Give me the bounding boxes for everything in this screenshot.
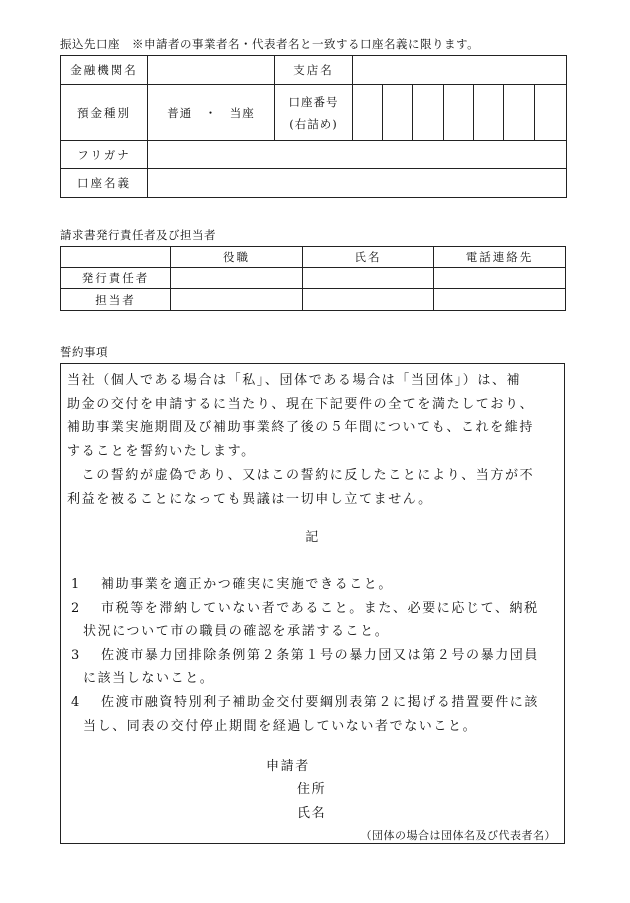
- requirement-item: [67, 573, 558, 597]
- deposit-type-options[interactable]: 普通 ・ 当座: [148, 85, 275, 141]
- bank-account-heading: 振込先口座 ※申請者の事業者名・代表者名と一致する口座名義に限ります。: [60, 37, 480, 51]
- item-number: 3: [71, 647, 81, 663]
- requirement-item: [67, 691, 558, 738]
- account-digit-3[interactable]: [413, 85, 444, 141]
- contact-position-field[interactable]: [171, 289, 303, 311]
- pledge-line: この誓約が虚偽であり、又はこの誓約に反したことにより、当方が不: [67, 468, 535, 483]
- item-number: 4: [71, 694, 81, 710]
- pledge-paragraph-2: [67, 464, 558, 511]
- pledge-line: することを誓約いたします。: [67, 443, 256, 459]
- item-text: 補助事業を適正かつ確実に実施できること。: [101, 577, 394, 592]
- name-label: 氏名: [297, 806, 327, 821]
- item-text: 佐渡市暴力団排除条例第２条第１号の暴力団又は第２号の暴力団員: [101, 647, 540, 663]
- pledge-line: 当社（個人である場合は「私」、団体である場合は「当団体」）は、補: [67, 373, 522, 388]
- issuer-table: [60, 246, 566, 311]
- item-number: 2: [71, 600, 81, 616]
- pledge-box: [60, 363, 565, 844]
- col-phone: 電話連絡先: [434, 247, 566, 268]
- item-text: 当し、同表の交付停止期間を経過していない者でないこと。: [83, 718, 478, 734]
- account-number-label-line2: (右詰め): [289, 116, 338, 131]
- col-name: 氏名: [303, 247, 434, 268]
- requirement-item: [67, 644, 558, 691]
- bank-account-table: [60, 55, 567, 198]
- pledge-line: 利益を被ることになっても異議は一切申し立てません。: [67, 491, 433, 507]
- pledge-line: 補助事業実施期間及び補助事業終了後の５年間についても、これを維持: [67, 420, 534, 436]
- contact-name-field[interactable]: [303, 289, 434, 311]
- account-digit-4[interactable]: [444, 85, 474, 141]
- applicant-label: 申請者: [266, 759, 310, 774]
- ki-heading: 記: [305, 530, 320, 545]
- account-name-field[interactable]: [148, 169, 567, 198]
- group-note: （団体の場合は団体名及び代表者名）: [360, 829, 556, 842]
- account-digit-7[interactable]: [535, 85, 567, 141]
- institution-label: 金融機関名: [61, 56, 148, 85]
- col-position: 役職: [171, 247, 303, 268]
- deposit-type-label: 預金種別: [61, 85, 148, 141]
- branch-field[interactable]: [353, 56, 567, 85]
- item-text: に該当しないこと。: [83, 671, 215, 687]
- account-digit-5[interactable]: [474, 85, 504, 141]
- requirement-list: [67, 573, 558, 738]
- item-text: 佐渡市融資特別利子補助金交付要綱別表第２に掲げる措置要件に該: [101, 694, 540, 710]
- item-text: 市税等を滞納していない者であること。また、必要に応じて、納税: [101, 600, 539, 616]
- account-digit-2[interactable]: [383, 85, 413, 141]
- pledge-line: 助金の交付を申請するに当たり、現在下記要件の全てを満たしており、: [67, 396, 535, 412]
- branch-label: 支店名: [275, 56, 353, 85]
- contact-phone-field[interactable]: [434, 289, 566, 311]
- pledge-heading: 誓約事項: [60, 345, 108, 359]
- item-text: 状況について市の職員の確認を承諾すること。: [83, 624, 390, 640]
- requirement-item: [67, 597, 558, 644]
- issuer-name-field[interactable]: [303, 268, 434, 289]
- issuer-position-field[interactable]: [171, 268, 303, 289]
- pledge-paragraph-1: [67, 369, 558, 463]
- issuer-header-blank: [61, 247, 171, 268]
- institution-field[interactable]: [148, 56, 275, 85]
- account-name-label: 口座名義: [61, 169, 148, 198]
- furigana-label: フリガナ: [61, 141, 148, 169]
- account-number-label-line1: 口座番号: [288, 94, 339, 109]
- row-person-in-charge: 担当者: [61, 289, 171, 311]
- row-issuer-responsible: 発行責任者: [61, 268, 171, 289]
- issuer-heading: 請求書発行責任者及び担当者: [60, 228, 216, 242]
- furigana-field[interactable]: [148, 141, 567, 169]
- account-number-label: [275, 85, 353, 141]
- account-digit-1[interactable]: [353, 85, 383, 141]
- address-label: 住所: [297, 782, 327, 797]
- issuer-phone-field[interactable]: [434, 268, 566, 289]
- account-digit-6[interactable]: [504, 85, 535, 141]
- item-number: 1: [71, 577, 81, 592]
